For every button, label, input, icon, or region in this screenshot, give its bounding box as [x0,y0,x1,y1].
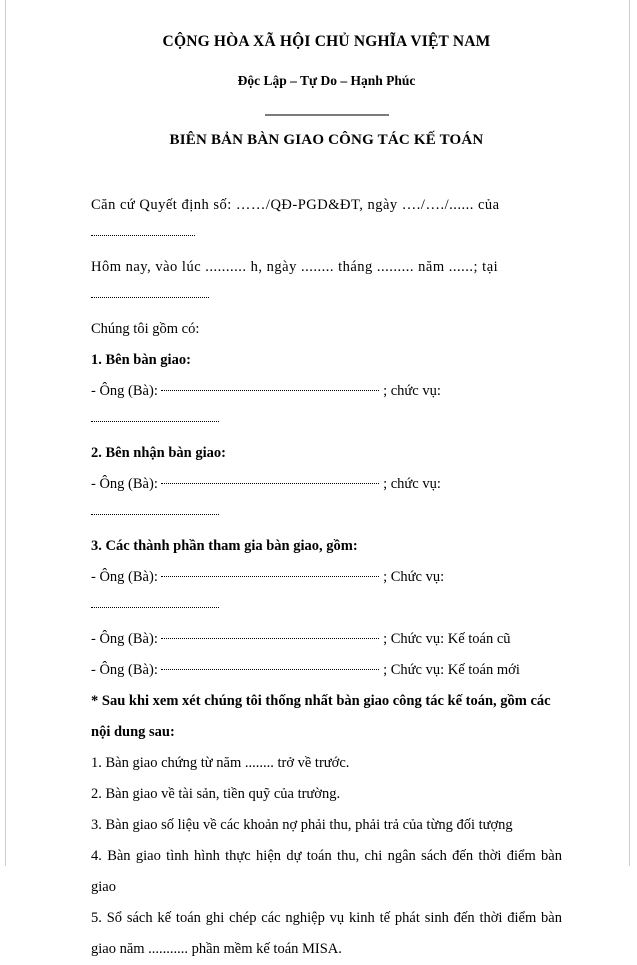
list-item: 5. Sổ sách kế toán ghi chép các nghiệp vụ kinh tế phát sinh đến thời điểm bàn giao năm ........... phần mềm kế toán MISA. [91,909,562,957]
section-2-entry-row [91,469,562,531]
intro-block [91,190,562,345]
page-title: BIÊN BẢN BÀN GIAO CÔNG TÁC KẾ TOÁN [169,131,484,148]
name-fill[interactable] [161,638,379,639]
decision-issuer-fill[interactable] [91,235,195,236]
document-page [5,0,630,957]
intro-line-datetime [91,252,562,314]
section-3-heading: 3. Các thành phần tham gia bàn giao, gồm: [91,537,358,554]
entry-separator-label: ; Chức vụ: [383,661,445,678]
section-1-entry-row [91,376,562,438]
location-fill[interactable] [91,297,209,298]
entry-prefix-label: - Ông (Bà): [91,475,158,492]
entry-prefix-label: - Ông (Bà): [91,661,158,678]
section-3-entry-row [91,655,562,686]
entry-prefix-label: - Ông (Bà): [91,382,158,399]
entry-separator-label: ; chức vụ: [383,382,441,399]
position-fill[interactable] [91,607,219,608]
section-2-heading: 2. Bên nhận bàn giao: [91,444,226,461]
section-thanh-phan-tham-gia [91,531,562,686]
entry-position-value: Kế toán mới [447,661,520,678]
document-body [91,0,562,965]
list-item: 4. Bàn giao tình hình thực hiện dự toán thu, chi ngân sách đến thời điểm bàn giao [91,847,562,895]
section-3-entry-row [91,624,562,655]
name-fill[interactable] [161,669,379,670]
agreement-note: * Sau khi xem xét chúng tôi thống nhất bàn giao công tác kế toán, gồm các nội dung sau: [91,692,551,740]
position-fill[interactable] [91,421,219,422]
intro-line-decision-text: Căn cứ Quyết định số: ……/QĐ-PGD&ĐT, ngày …./…./...... của [91,196,500,213]
national-motto: Độc Lập – Tự Do – Hạnh Phúc [237,72,416,88]
motto-rule-container [91,103,562,106]
section-ben-nhan-ban-giao [91,438,562,531]
entry-position-value: Kế toán cũ [447,630,511,647]
horizontal-rule-icon [265,114,389,116]
position-fill[interactable] [91,514,219,515]
list-item: 3. Bàn giao số liệu về các khoản nợ phải thu, phải trả của từng đối tượng [91,816,513,833]
name-fill[interactable] [161,390,379,391]
list-item: 2. Bàn giao về tài sản, tiền quỹ của trường. [91,785,341,802]
national-title: CỘNG HÒA XÃ HỘI CHỦ NGHĨA VIỆT NAM [162,33,491,50]
entry-prefix-label: - Ông (Bà): [91,630,158,647]
list-item: 1. Bàn giao chứng từ năm ........ trở về trước. [91,754,350,771]
intro-line-decision [91,190,562,252]
intro-line-datetime-text: Hôm nay, vào lúc .......... h, ngày ........ tháng ......... năm ......; tại [91,258,499,275]
intro-line-participants: Chúng tôi gồm có: [91,320,200,337]
section-3-entry-row [91,562,562,624]
document-header [91,33,562,149]
entry-prefix-label: - Ông (Bà): [91,568,158,585]
name-fill[interactable] [161,483,379,484]
name-fill[interactable] [161,576,379,577]
entry-separator-label: ; chức vụ: [383,475,441,492]
section-1-heading: 1. Bên bàn giao: [91,351,191,368]
entry-separator-label: ; Chức vụ: [383,630,445,647]
section-ben-ban-giao [91,345,562,438]
entry-separator-label: ; Chức vụ: [383,568,445,585]
handover-items-list [91,748,562,965]
